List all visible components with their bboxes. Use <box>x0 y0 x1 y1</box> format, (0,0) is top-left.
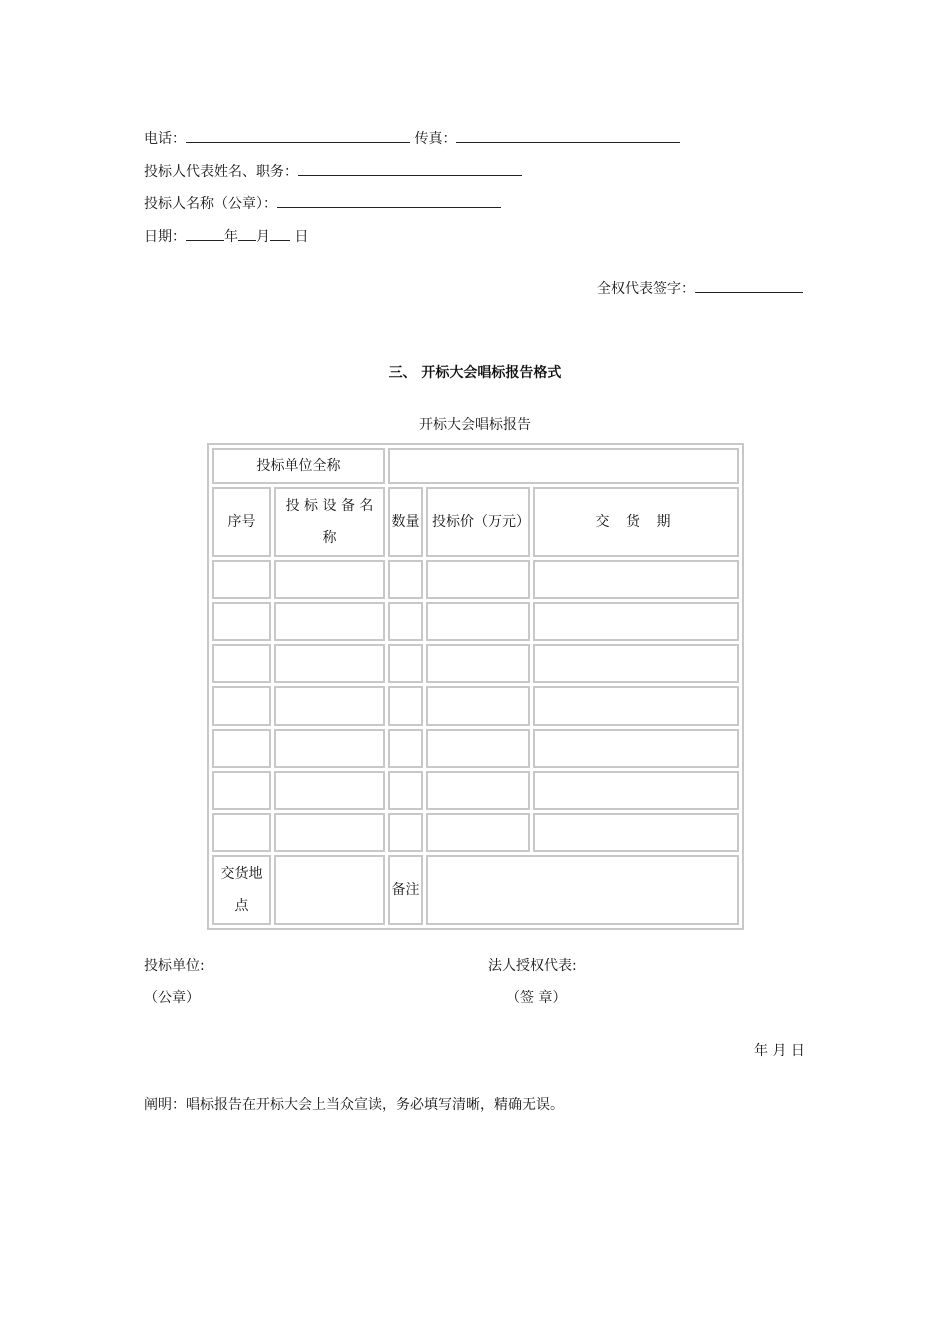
price-header: 投标价（万元） <box>426 487 530 557</box>
month-field[interactable] <box>238 226 256 241</box>
rep-name-label: 投标人代表姓名、职务： <box>144 164 298 180</box>
table-cell[interactable] <box>533 771 739 810</box>
section-heading: 三、 开标大会唱标报告格式 <box>388 365 562 381</box>
delivery-place-label: 交货地点 <box>212 855 271 925</box>
table-cell[interactable] <box>274 729 385 768</box>
equipment-header: 投 标 设 备 名 称 <box>274 487 385 557</box>
table-row <box>212 560 739 599</box>
signature-seal-label: （签 章） <box>506 990 567 1006</box>
table-cell[interactable] <box>426 644 530 683</box>
fax-field[interactable] <box>456 128 680 143</box>
phone-field[interactable] <box>186 128 410 143</box>
table-cell[interactable] <box>212 813 271 852</box>
bid-report-table <box>207 443 744 930</box>
rep-name-row <box>144 161 522 181</box>
table-row <box>212 686 739 725</box>
bid-unit-label: 投标单位: <box>144 958 205 974</box>
remarks-label: 备注 <box>388 855 423 925</box>
signature-label: 全权代表签字： <box>597 281 695 297</box>
table-row <box>212 729 739 768</box>
bidder-name-field[interactable] <box>277 193 501 208</box>
table-cell[interactable] <box>426 813 530 852</box>
table-title: 开标大会唱标报告 <box>419 417 531 433</box>
table-cell[interactable] <box>426 686 530 725</box>
qty-header: 数量 <box>388 487 423 557</box>
bid-unit-name-label: 投标单位全称 <box>212 448 385 484</box>
table-cell[interactable] <box>388 644 423 683</box>
table-cell[interactable] <box>274 602 385 641</box>
signature-row <box>597 278 803 298</box>
table-cell[interactable] <box>212 686 271 725</box>
table-cell[interactable] <box>533 602 739 641</box>
rep-name-field[interactable] <box>298 161 522 176</box>
table-cell[interactable] <box>388 686 423 725</box>
statement-text: 阐明：唱标报告在开标大会上当众宣读，务必填写清晰，精确无误。 <box>144 1097 564 1113</box>
table-cell[interactable] <box>388 771 423 810</box>
remarks-cell[interactable] <box>426 855 739 925</box>
delivery-header: 交 货 期 <box>533 487 739 557</box>
table-cell[interactable] <box>388 813 423 852</box>
table-row <box>212 602 739 641</box>
table-cell[interactable] <box>388 729 423 768</box>
table-row <box>212 771 739 810</box>
table-cell[interactable] <box>274 686 385 725</box>
table-cell[interactable] <box>212 729 271 768</box>
table-cell[interactable] <box>212 644 271 683</box>
year-label: 年 <box>224 229 238 245</box>
bid-unit-name-cell[interactable] <box>388 448 739 484</box>
day-label: 日 <box>294 229 309 245</box>
table-cell[interactable] <box>388 602 423 641</box>
table-cell[interactable] <box>274 813 385 852</box>
year-field[interactable] <box>186 226 224 241</box>
table-cell[interactable] <box>212 602 271 641</box>
table-cell[interactable] <box>533 729 739 768</box>
table-cell[interactable] <box>426 771 530 810</box>
table-cell[interactable] <box>533 813 739 852</box>
table-cell[interactable] <box>426 729 530 768</box>
table-cell[interactable] <box>274 771 385 810</box>
table-cell[interactable] <box>533 560 739 599</box>
table-row <box>212 813 739 852</box>
phone-label: 电话： <box>144 131 186 147</box>
official-seal-label: （公章） <box>144 990 200 1006</box>
signature-field[interactable] <box>695 278 803 293</box>
legal-rep-label: 法人授权代表: <box>488 958 577 974</box>
date-line: 年 月 日 <box>754 1043 805 1059</box>
table-cell[interactable] <box>533 644 739 683</box>
table-cell[interactable] <box>274 644 385 683</box>
table-cell[interactable] <box>274 560 385 599</box>
bidder-name-label: 投标人名称（公章）： <box>144 196 277 212</box>
table-row <box>212 644 739 683</box>
table-cell[interactable] <box>533 686 739 725</box>
bidder-name-row <box>144 193 501 213</box>
month-label: 月 <box>256 229 270 245</box>
day-field[interactable] <box>270 226 290 241</box>
seq-header: 序号 <box>212 487 271 557</box>
table-cell[interactable] <box>212 560 271 599</box>
table-cell[interactable] <box>388 560 423 599</box>
table-cell[interactable] <box>426 602 530 641</box>
table-cell[interactable] <box>426 560 530 599</box>
delivery-place-cell[interactable] <box>274 855 385 925</box>
table-cell[interactable] <box>212 771 271 810</box>
fax-label: 传真： <box>414 131 457 147</box>
phone-row <box>144 128 680 148</box>
date-label: 日期： <box>144 229 186 245</box>
date-row <box>144 226 308 246</box>
